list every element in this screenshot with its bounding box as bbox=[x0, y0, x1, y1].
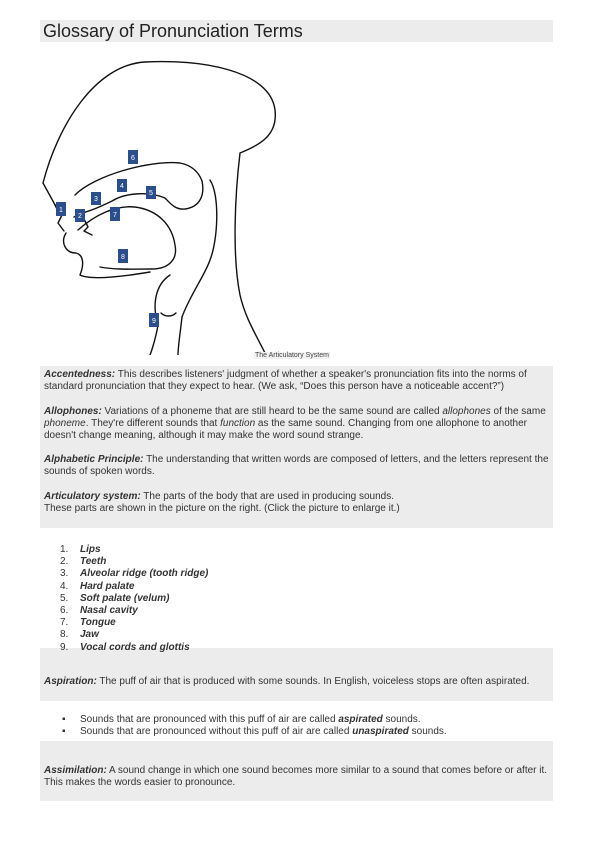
list-item bbox=[40, 617, 208, 629]
list-item bbox=[40, 593, 208, 605]
list-label: Nasal cavity bbox=[80, 605, 138, 617]
bullet-text: Sounds that are pronounced with this puff of air are called bbox=[80, 714, 339, 725]
definition-text: Variations of a phoneme that are still heard to be the same sound are called bbox=[101, 406, 443, 417]
list-number: 2. bbox=[60, 556, 69, 568]
marker-label: 7 bbox=[113, 212, 117, 219]
bullet-icon: ▪ bbox=[62, 726, 66, 737]
list-number: 9. bbox=[60, 641, 69, 653]
definition-accentedness: This describes listeners' judgment of whether a speaker's pronunciation fits into the norms of standard pronunciation that they expect to hear. (We ask, “Does this person have a noticeable accent?”) bbox=[44, 369, 527, 392]
list-label: Jaw bbox=[80, 629, 99, 641]
marker-label: 6 bbox=[131, 155, 135, 162]
entry-alphabetic-principle bbox=[44, 454, 549, 478]
list-label: Vocal cords and glottis bbox=[80, 641, 190, 653]
term-aspiration: Aspiration: bbox=[44, 676, 97, 687]
list-number: 5. bbox=[60, 592, 69, 604]
marker-label: 4 bbox=[120, 183, 124, 190]
entry-assimilation bbox=[44, 765, 549, 789]
bullet-icon: ▪ bbox=[62, 714, 66, 725]
entry-articulatory-system bbox=[44, 491, 549, 515]
list-item bbox=[40, 581, 208, 593]
list-item bbox=[40, 714, 447, 726]
list-number: 4. bbox=[60, 580, 69, 592]
entry-aspiration bbox=[44, 676, 549, 688]
list-label: Soft palate (velum) bbox=[80, 592, 170, 604]
list-item bbox=[40, 568, 208, 580]
list-item bbox=[40, 544, 208, 556]
articulatory-system-diagram[interactable] bbox=[40, 55, 280, 355]
bullet-text: sounds. bbox=[408, 726, 447, 737]
glossary-content bbox=[40, 366, 553, 801]
marker-label: 5 bbox=[149, 190, 153, 197]
marker-label: 1 bbox=[59, 207, 63, 214]
term-alphabetic-principle: Alphabetic Principle: bbox=[44, 454, 144, 465]
aspiration-bullets bbox=[40, 714, 447, 738]
definition-emphasis: phoneme bbox=[44, 418, 86, 429]
definition-alphabetic-principle: The understanding that written words are composed of letters, and the letters represent the sounds of spoken words. bbox=[44, 454, 549, 477]
list-item bbox=[40, 726, 447, 738]
list-label: Hard palate bbox=[80, 580, 135, 592]
entry-accentedness bbox=[44, 369, 549, 393]
list-label: Lips bbox=[80, 544, 101, 555]
list-label: Teeth bbox=[80, 556, 107, 568]
term-accentedness: Accentedness: bbox=[44, 369, 116, 380]
entry-allophones bbox=[44, 406, 549, 442]
marker-label: 2 bbox=[78, 213, 82, 220]
definition-assimilation: A sound change in which one sound becomes more similar to a sound that comes before or after it. This makes the words easier to pronounce. bbox=[44, 765, 548, 788]
list-item bbox=[40, 629, 208, 641]
marker-label: 8 bbox=[121, 254, 125, 261]
articulatory-note: These parts are shown in the picture on the right. (Click the picture to enlarge it.) bbox=[44, 503, 400, 514]
list-number: 1. bbox=[60, 544, 69, 555]
term-articulatory-system: Articulatory system: bbox=[44, 491, 141, 502]
definition-text: as the same sound. Changing from one allophone to another doesn't change meaning, although it may make the word sound strange. bbox=[44, 418, 527, 441]
definition-emphasis: function bbox=[220, 418, 256, 429]
definition-articulatory-system: The parts of the body that are used in producing sounds. bbox=[140, 491, 395, 502]
term-assimilation: Assimilation: bbox=[44, 765, 107, 776]
bullet-text: Sounds that are pronounced without this puff of air are called bbox=[80, 726, 353, 737]
definition-aspiration: The puff of air that is produced with some sounds. In English, voiceless stops are often aspirated. bbox=[96, 676, 530, 687]
term-allophones: Allophones: bbox=[44, 406, 102, 417]
list-label: Tongue bbox=[80, 617, 116, 629]
marker-label: 9 bbox=[152, 318, 156, 325]
list-item bbox=[40, 605, 208, 617]
page-title: Glossary of Pronunciation Terms bbox=[40, 20, 553, 42]
marker-label: 3 bbox=[94, 196, 98, 203]
definition-text: . They're different sounds that bbox=[85, 418, 221, 429]
definition-text: of the same bbox=[490, 406, 546, 417]
bullet-emphasis: unaspirated bbox=[352, 726, 409, 737]
list-number: 6. bbox=[60, 605, 69, 617]
bullet-emphasis: aspirated bbox=[338, 714, 383, 725]
bullet-text: sounds. bbox=[382, 714, 421, 725]
list-item bbox=[40, 556, 208, 568]
list-number: 8. bbox=[60, 629, 69, 641]
list-number: 3. bbox=[60, 568, 69, 580]
articulators-list bbox=[40, 544, 208, 654]
list-number: 7. bbox=[60, 617, 69, 629]
list-label: Alveolar ridge (tooth ridge) bbox=[80, 568, 209, 580]
definition-emphasis: allophones bbox=[442, 406, 491, 417]
list-item bbox=[40, 642, 208, 654]
diagram-caption: The Articulatory System bbox=[255, 352, 329, 359]
